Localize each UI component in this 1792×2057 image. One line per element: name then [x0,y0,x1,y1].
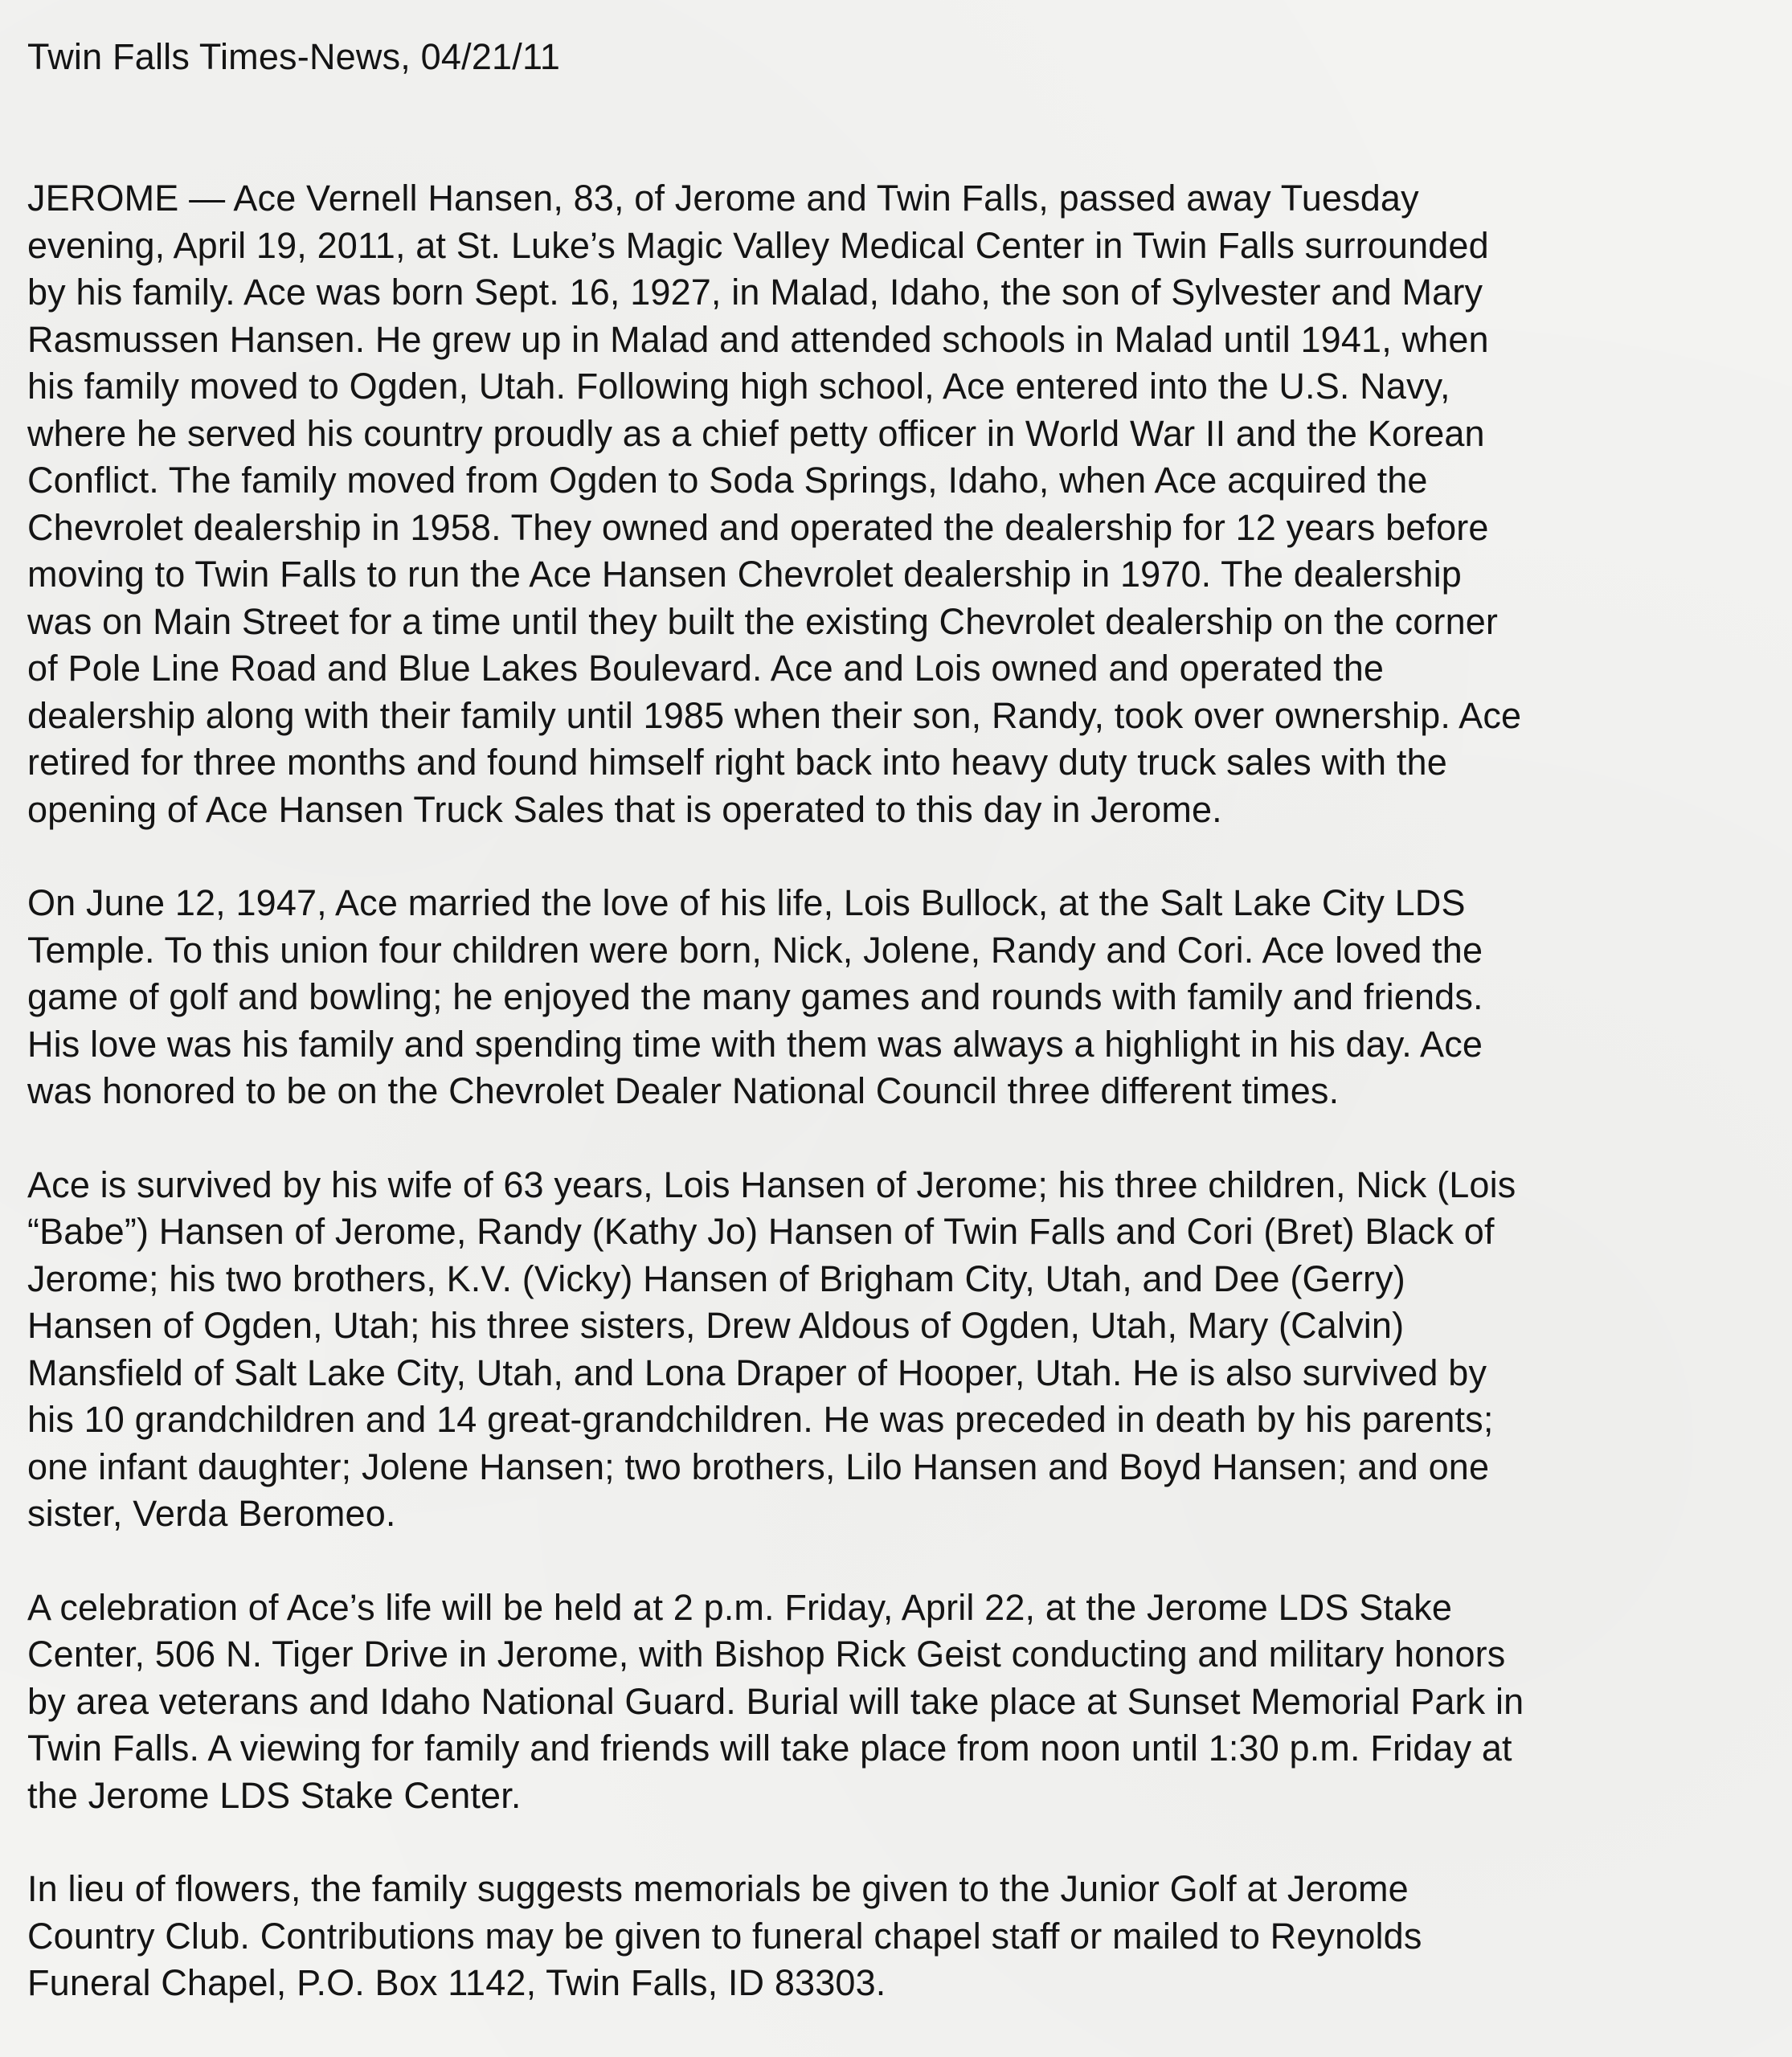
paragraph-services [27,1585,1760,1820]
text-line: His love was his family and spending time with them was always a highlight in his day. Ace [27,1023,1483,1065]
text-line: one infant daughter; Jolene Hansen; two brothers, Lilo Hansen and Boyd Hansen; and one [27,1446,1490,1487]
source-line: Twin Falls Times-News, 04/21/11 [27,36,561,77]
text-line: dealership along with their family until 1985 when their son, Randy, took over ownership. Ace [27,694,1522,736]
text-line: Twin Falls. A viewing for family and friends will take place from noon until 1:30 p.m. Friday at [27,1728,1512,1769]
text-line: On June 12, 1947, Ace married the love of his life, Lois Bullock, at the Salt Lake City LDS [27,882,1466,923]
text-line: game of golf and bowling; he enjoyed the many games and rounds with family and friends. [27,976,1483,1017]
text-line: Funeral Chapel, P.O. Box 1142, Twin Falls, ID 83303. [27,1962,886,2003]
text-line: sister, Verda Beromeo. [27,1493,396,1534]
text-line: Mansfield of Salt Lake City, Utah, and Lona Draper of Hooper, Utah. He is also survived by [27,1352,1487,1393]
text-line: Conflict. The family moved from Ogden to Soda Springs, Idaho, when Ace acquired the [27,460,1428,501]
text-line: Jerome; his two brothers, K.V. (Vicky) Hansen of Brigham City, Utah, and Dee (Gerry) [27,1258,1405,1299]
text-line: opening of Ace Hansen Truck Sales that is operated to this day in Jerome. [27,788,1222,830]
text-line: retired for three months and found himself right back into heavy duty truck sales with the [27,742,1447,783]
text-line: Center, 506 N. Tiger Drive in Jerome, with Bishop Rick Geist conducting and military honors [27,1634,1506,1675]
text-line: by his family. Ace was born Sept. 16, 1927, in Malad, Idaho, the son of Sylvester and Mary [27,272,1483,313]
text-line: was on Main Street for a time until they built the existing Chevrolet dealership on the corner [27,600,1499,642]
paragraph-biography [27,175,1760,833]
text-line: A celebration of Ace’s life will be held at 2 p.m. Friday, April 22, at the Jerome LDS Stake [27,1586,1453,1628]
text-line: the Jerome LDS Stake Center. [27,1774,522,1816]
text-line: moving to Twin Falls to run the Ace Hansen Chevrolet dealership in 1970. The dealership [27,554,1462,595]
text-line: was honored to be on the Chevrolet Dealer National Council three different times. [27,1070,1340,1111]
text-line: his family moved to Ogden, Utah. Following high school, Ace entered into the U.S. Navy, [27,366,1450,407]
paragraph-marriage-family [27,880,1760,1115]
text-line: Hansen of Ogden, Utah; his three sisters, Drew Aldous of Ogden, Utah, Mary (Calvin) [27,1305,1405,1346]
text-line: Chevrolet dealership in 1958. They owned and operated the dealership for 12 years before [27,506,1489,548]
text-line: Rasmussen Hansen. He grew up in Malad and attended schools in Malad until 1941, when [27,318,1489,360]
text-line: his 10 grandchildren and 14 great-grandchildren. He was preceded in death by his parents; [27,1399,1494,1440]
obituary-article [27,175,1760,2007]
text-line: evening, April 19, 2011, at St. Luke’s Magic Valley Medical Center in Twin Falls surrounded [27,224,1489,266]
text-line: Ace is survived by his wife of 63 years, Lois Hansen of Jerome; his three children, Nick (Lois [27,1163,1516,1205]
text-line: “Babe”) Hansen of Jerome, Randy (Kathy Jo) Hansen of Twin Falls and Cori (Bret) Black of [27,1211,1495,1252]
text-line: of Pole Line Road and Blue Lakes Boulevard. Ace and Lois owned and operated the [27,648,1385,689]
text-line: In lieu of flowers, the family suggests memorials be given to the Junior Golf at Jerome [27,1868,1409,1909]
paragraph-memorials [27,1866,1760,2007]
text-line: by area veterans and Idaho National Guard. Burial will take place at Sunset Memorial Park in [27,1680,1524,1722]
text-line: where he served his country proudly as a chief petty officer in World War II and the Korean [27,412,1485,454]
text-line: JEROME — Ace Vernell Hansen, 83, of Jerome and Twin Falls, passed away Tuesday [27,178,1419,219]
paragraph-survivors [27,1162,1760,1538]
text-line: Temple. To this union four children were born, Nick, Jolene, Randy and Cori. Ace loved the [27,929,1483,971]
text-line: Country Club. Contributions may be given to funeral chapel staff or mailed to Reynolds [27,1915,1422,1957]
